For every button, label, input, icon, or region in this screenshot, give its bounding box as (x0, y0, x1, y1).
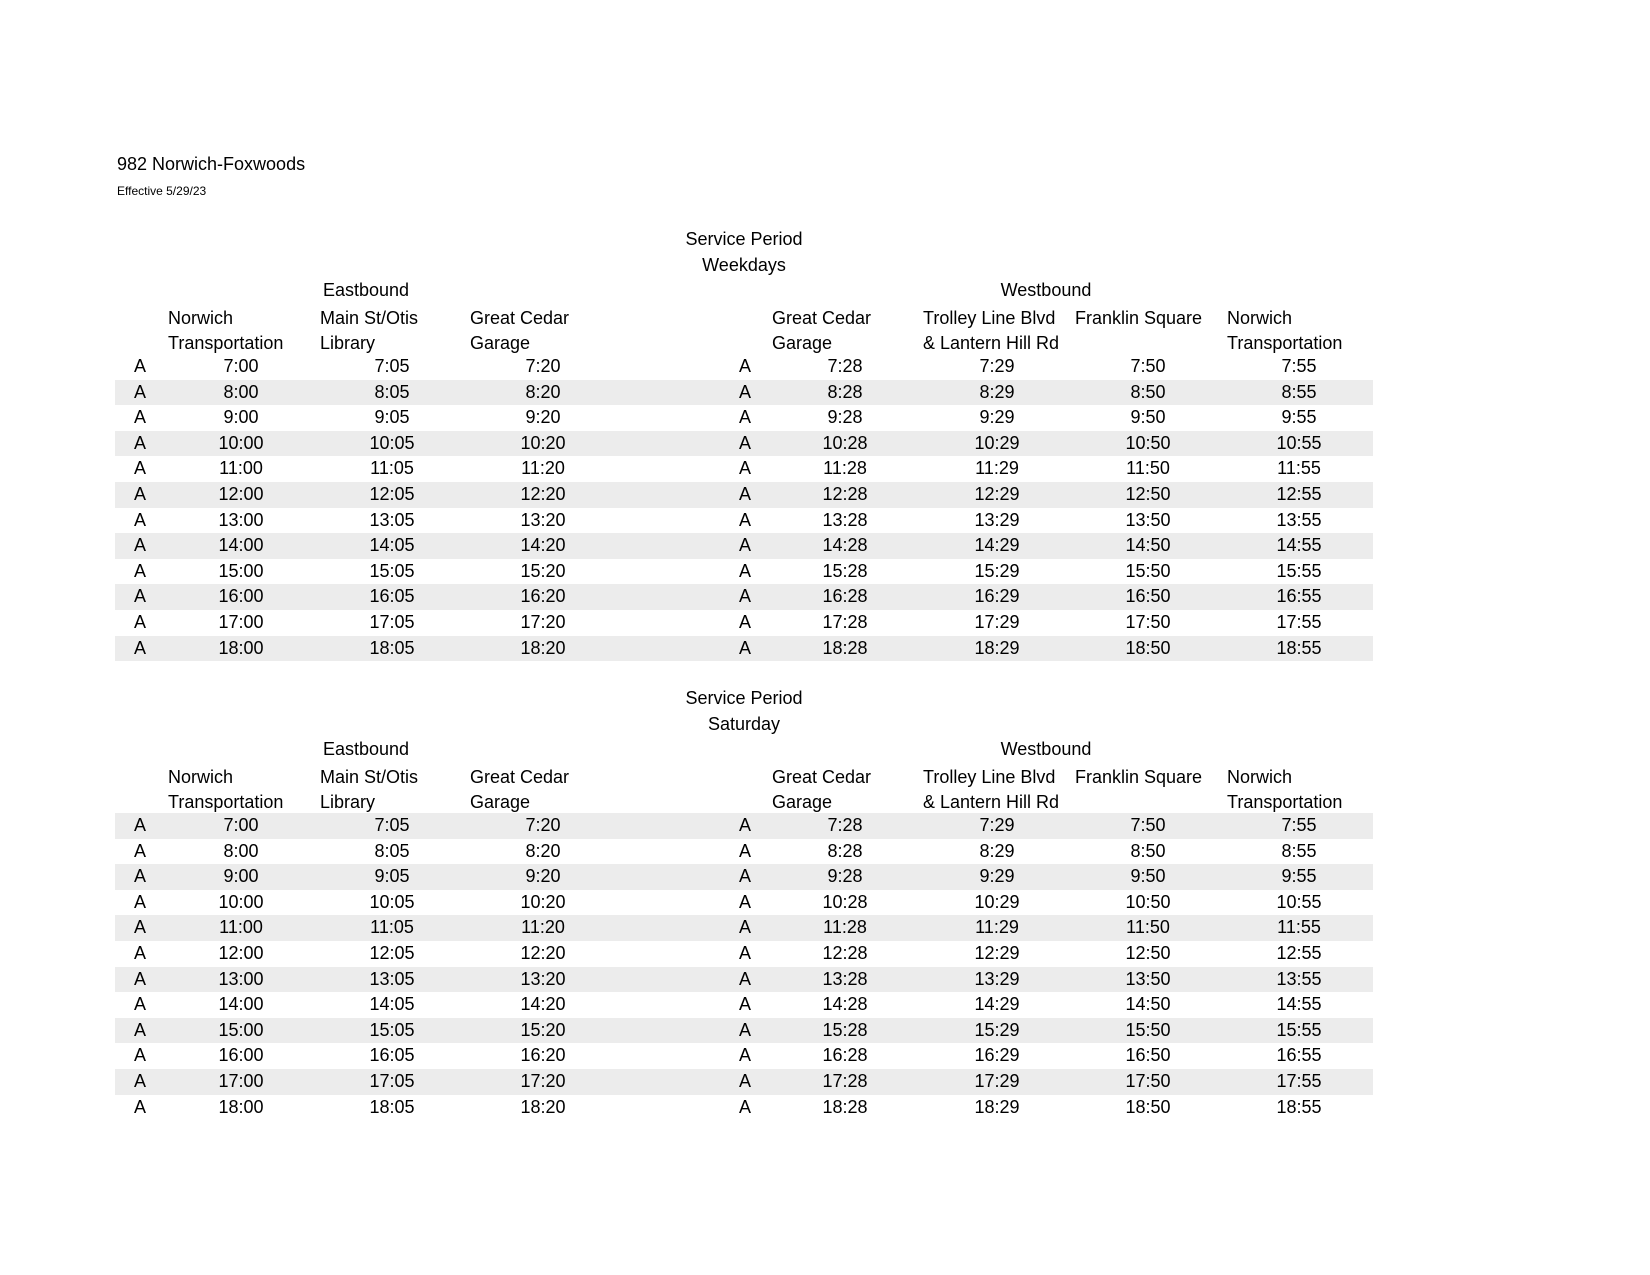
table-row (115, 482, 1373, 508)
eastbound-stop-header (168, 765, 283, 815)
table-row (115, 610, 1373, 636)
table-row (115, 456, 1373, 482)
time-cell: 7:29 (979, 356, 1015, 376)
time-cell: 15:28 (822, 560, 868, 581)
westbound-label: Westbound (1000, 280, 1092, 300)
table-row (115, 1095, 1373, 1121)
table-row (115, 533, 1373, 559)
header-line: Transportation (1227, 792, 1343, 812)
time-cell: 9:29 (979, 866, 1015, 887)
time-cell: 9:28 (827, 407, 863, 428)
header-line: Great Cedar (772, 767, 872, 787)
time-cell: 12:20 (520, 483, 566, 504)
time-cell: 16:05 (369, 586, 415, 607)
trip-code-cell: A (133, 586, 147, 607)
time-cell: 16:20 (520, 586, 566, 607)
trip-code-cell: A (133, 381, 147, 402)
time-cell: 11:29 (975, 458, 1019, 479)
time-cell: 11:55 (1277, 917, 1321, 938)
westbound-stop-header (772, 765, 871, 815)
table-row (115, 354, 1373, 380)
time-cell: 12:29 (974, 483, 1020, 504)
trip-code-cell: A (738, 942, 752, 963)
saturday-schedule (0, 688, 1650, 1128)
time-cell: 14:55 (1276, 994, 1322, 1015)
time-cell: 16:50 (1125, 586, 1171, 607)
time-cell: 8:00 (223, 840, 259, 861)
table-row (115, 941, 1373, 967)
trip-code-cell: A (738, 1070, 752, 1091)
time-cell: 11:05 (370, 917, 414, 938)
time-cell: 10:20 (520, 891, 566, 912)
time-cell: 7:05 (374, 815, 410, 835)
trip-code-cell: A (738, 535, 752, 556)
time-cell: 8:20 (525, 381, 561, 402)
time-cell: 13:50 (1125, 968, 1171, 989)
time-cell: 17:28 (822, 1070, 868, 1091)
time-cell: 12:55 (1276, 483, 1322, 504)
time-cell: 12:00 (218, 942, 264, 963)
weekday-schedule (0, 229, 1650, 669)
time-cell: 8:05 (374, 840, 410, 861)
trip-code-cell: A (738, 1096, 752, 1117)
time-cell: 12:00 (218, 483, 264, 504)
time-cell: 14:05 (369, 535, 415, 556)
time-cell: 9:00 (223, 407, 259, 428)
trip-code-cell: A (738, 509, 752, 530)
time-cell: 13:29 (974, 968, 1020, 989)
service-period-label: Service Period (685, 229, 803, 249)
time-cell: 15:50 (1125, 560, 1171, 581)
westbound-stop-header (1227, 765, 1342, 815)
trip-code-cell: A (133, 1045, 147, 1066)
time-cell: 14:20 (520, 535, 566, 556)
header-line: Great Cedar (470, 767, 570, 787)
trip-code-cell: A (738, 840, 752, 861)
time-cell: 13:28 (822, 968, 868, 989)
time-cell: 17:29 (974, 1070, 1020, 1091)
time-cell: 12:50 (1125, 483, 1171, 504)
time-cell: 17:20 (520, 611, 566, 632)
time-cell: 16:50 (1125, 1045, 1171, 1066)
time-cell: 11:55 (1277, 458, 1321, 479)
header-line: Library (320, 333, 376, 353)
header-line: Library (320, 792, 376, 812)
trip-code-cell: A (738, 968, 752, 989)
table-row (115, 813, 1373, 839)
time-cell: 8:00 (223, 381, 259, 402)
trip-code-cell: A (133, 1096, 147, 1117)
time-cell: 11:05 (370, 458, 414, 479)
time-cell: 14:28 (822, 994, 868, 1015)
time-cell: 11:00 (219, 458, 263, 479)
time-cell: 17:55 (1276, 1070, 1322, 1091)
time-cell: 18:20 (520, 637, 566, 658)
time-cell: 16:00 (218, 586, 264, 607)
time-cell: 10:28 (822, 432, 868, 453)
header-line: Norwich (168, 308, 234, 328)
time-cell: 10:29 (974, 432, 1020, 453)
time-cell: 13:00 (218, 509, 264, 530)
trip-code-cell: A (133, 917, 147, 938)
eastbound-label: Eastbound (322, 739, 410, 759)
time-cell: 8:29 (979, 840, 1015, 861)
westbound-stop-header (772, 306, 871, 356)
time-cell: 16:00 (218, 1045, 264, 1066)
trip-code-cell: A (738, 611, 752, 632)
time-cell: 16:05 (369, 1045, 415, 1066)
time-cell: 18:05 (369, 1096, 415, 1117)
time-cell: 12:28 (822, 942, 868, 963)
time-cell: 16:55 (1276, 1045, 1322, 1066)
time-cell: 18:28 (822, 1096, 868, 1117)
effective-date: Effective 5/29/23 (117, 184, 207, 198)
time-cell: 7:00 (223, 815, 259, 835)
time-cell: 15:00 (218, 560, 264, 581)
eastbound-stop-header (168, 306, 283, 356)
table-row (115, 915, 1373, 941)
header-line: Garage (772, 792, 833, 812)
time-cell: 9:50 (1130, 866, 1166, 887)
time-cell: 16:20 (520, 1045, 566, 1066)
table-row (115, 1018, 1373, 1044)
time-cell: 15:50 (1125, 1019, 1171, 1040)
time-cell: 13:00 (218, 968, 264, 989)
trip-code-cell: A (738, 381, 752, 402)
time-cell: 15:00 (218, 1019, 264, 1040)
time-cell: 10:55 (1276, 891, 1322, 912)
westbound-label: Westbound (1000, 739, 1092, 759)
time-cell: 12:29 (974, 942, 1020, 963)
trip-code-cell: A (738, 866, 752, 887)
time-cell: 15:20 (520, 1019, 566, 1040)
time-cell: 7:55 (1281, 815, 1317, 835)
trip-code-cell: A (133, 994, 147, 1015)
time-cell: 9:20 (525, 866, 561, 887)
trip-code-cell: A (738, 891, 752, 912)
time-cell: 15:28 (822, 1019, 868, 1040)
header-line: Franklin Square (1075, 767, 1203, 787)
time-cell: 13:29 (974, 509, 1020, 530)
eastbound-stop-header (470, 306, 569, 356)
westbound-stop-header (923, 765, 1059, 815)
time-cell: 11:50 (1126, 458, 1170, 479)
time-cell: 12:20 (520, 942, 566, 963)
time-cell: 10:00 (218, 432, 264, 453)
header-line: Main St/Otis (320, 308, 419, 328)
trip-code-cell: A (133, 637, 147, 658)
trip-code-cell: A (738, 994, 752, 1015)
time-cell: 18:05 (369, 637, 415, 658)
time-cell: 9:00 (223, 866, 259, 887)
time-cell: 7:28 (827, 356, 863, 376)
eastbound-label: Eastbound (322, 280, 410, 300)
time-cell: 15:29 (974, 1019, 1020, 1040)
time-cell: 10:20 (520, 432, 566, 453)
time-cell: 17:28 (822, 611, 868, 632)
time-cell: 13:50 (1125, 509, 1171, 530)
service-period-label: Service Period (685, 688, 803, 708)
trip-code-cell: A (133, 1019, 147, 1040)
schedule-rows (115, 813, 1373, 1120)
trip-code-cell: A (133, 942, 147, 963)
time-cell: 8:20 (525, 840, 561, 861)
time-cell: 11:29 (975, 917, 1019, 938)
eastbound-stop-header (320, 765, 418, 815)
trip-code-cell: A (133, 483, 147, 504)
header-line: Garage (772, 333, 833, 353)
time-cell: 14:50 (1125, 994, 1171, 1015)
time-cell: 15:05 (369, 560, 415, 581)
time-cell: 18:28 (822, 637, 868, 658)
time-cell: 9:28 (827, 866, 863, 887)
time-cell: 18:50 (1125, 637, 1171, 658)
header-line: Norwich (1227, 308, 1293, 328)
time-cell: 17:00 (218, 611, 264, 632)
time-cell: 17:05 (369, 1070, 415, 1091)
trip-code-cell: A (738, 586, 752, 607)
time-cell: 12:28 (822, 483, 868, 504)
time-cell: 15:20 (520, 560, 566, 581)
header-line: Garage (470, 333, 531, 353)
time-cell: 13:55 (1276, 968, 1322, 989)
trip-code-cell: A (738, 815, 752, 835)
header-line: Transportation (168, 333, 284, 353)
header-line: Great Cedar (470, 308, 570, 328)
schedule-rows (115, 354, 1373, 661)
trip-code-cell: A (738, 407, 752, 428)
time-cell: 13:28 (822, 509, 868, 530)
time-cell: 7:50 (1130, 356, 1166, 376)
trip-code-cell: A (133, 432, 147, 453)
time-cell: 14:55 (1276, 535, 1322, 556)
header-line: Norwich (1227, 767, 1293, 787)
header-line: Garage (470, 792, 531, 812)
time-cell: 14:28 (822, 535, 868, 556)
time-cell: 10:28 (822, 891, 868, 912)
trip-code-cell: A (738, 483, 752, 504)
time-cell: 14:05 (369, 994, 415, 1015)
header-line: Transportation (1227, 333, 1343, 353)
time-cell: 12:50 (1125, 942, 1171, 963)
time-cell: 16:55 (1276, 586, 1322, 607)
trip-code-cell: A (133, 356, 147, 376)
time-cell: 17:50 (1125, 611, 1171, 632)
time-cell: 12:05 (369, 942, 415, 963)
trip-code-cell: A (133, 611, 147, 632)
time-cell: 18:20 (520, 1096, 566, 1117)
time-cell: 11:28 (823, 917, 867, 938)
trip-code-cell: A (738, 637, 752, 658)
header-line: Trolley Line Blvd (923, 308, 1056, 328)
time-cell: 11:20 (521, 917, 565, 938)
time-cell: 7:50 (1130, 815, 1166, 835)
time-cell: 15:29 (974, 560, 1020, 581)
time-cell: 10:05 (369, 432, 415, 453)
eastbound-stop-header (320, 306, 418, 356)
table-row (115, 890, 1373, 916)
time-cell: 12:55 (1276, 942, 1322, 963)
time-cell: 16:28 (822, 1045, 868, 1066)
time-cell: 15:55 (1276, 560, 1322, 581)
time-cell: 12:05 (369, 483, 415, 504)
header-line: & Lantern Hill Rd (923, 333, 1060, 353)
header-line: & Lantern Hill Rd (923, 792, 1060, 812)
time-cell: 9:05 (374, 866, 410, 887)
time-cell: 7:55 (1281, 356, 1317, 376)
trip-code-cell: A (738, 917, 752, 938)
time-cell: 7:20 (525, 356, 561, 376)
table-row (115, 967, 1373, 993)
table-row (115, 992, 1373, 1018)
table-row (115, 864, 1373, 890)
time-cell: 9:55 (1281, 866, 1317, 887)
time-cell: 8:50 (1130, 840, 1166, 861)
table-row (115, 1069, 1373, 1095)
trip-code-cell: A (738, 356, 752, 376)
time-cell: 18:29 (974, 1096, 1020, 1117)
time-cell: 9:05 (374, 407, 410, 428)
route-title: 982 Norwich-Foxwoods (117, 154, 306, 174)
westbound-stop-header (1227, 306, 1342, 356)
header-line: Main St/Otis (320, 767, 419, 787)
time-cell: 15:05 (369, 1019, 415, 1040)
trip-code-cell: A (133, 1070, 147, 1091)
service-day-label: Saturday (707, 714, 781, 734)
time-cell: 10:50 (1125, 891, 1171, 912)
table-row (115, 380, 1373, 406)
trip-code-cell: A (738, 432, 752, 453)
time-cell: 18:55 (1276, 1096, 1322, 1117)
time-cell: 8:55 (1281, 840, 1317, 861)
trip-code-cell: A (738, 1045, 752, 1066)
time-cell: 9:29 (979, 407, 1015, 428)
time-cell: 17:05 (369, 611, 415, 632)
time-cell: 14:00 (218, 535, 264, 556)
time-cell: 13:20 (520, 968, 566, 989)
trip-code-cell: A (133, 535, 147, 556)
trip-code-cell: A (133, 407, 147, 428)
time-cell: 17:55 (1276, 611, 1322, 632)
trip-code-cell: A (133, 815, 147, 835)
time-cell: 16:29 (974, 1045, 1020, 1066)
header-line: Great Cedar (772, 308, 872, 328)
header-line (1075, 331, 1202, 356)
time-cell: 18:29 (974, 637, 1020, 658)
trip-code-cell: A (133, 458, 147, 479)
time-cell: 13:55 (1276, 509, 1322, 530)
time-cell: 10:05 (369, 891, 415, 912)
time-cell: 14:20 (520, 994, 566, 1015)
header-line (1075, 790, 1202, 815)
time-cell: 17:29 (974, 611, 1020, 632)
table-row (115, 405, 1373, 431)
time-cell: 18:50 (1125, 1096, 1171, 1117)
time-cell: 8:50 (1130, 381, 1166, 402)
westbound-stop-header (1075, 765, 1202, 815)
westbound-stop-header (1075, 306, 1202, 356)
time-cell: 10:00 (218, 891, 264, 912)
time-cell: 11:00 (219, 917, 263, 938)
time-cell: 10:50 (1125, 432, 1171, 453)
time-cell: 14:29 (974, 535, 1020, 556)
time-cell: 10:29 (974, 891, 1020, 912)
time-cell: 7:29 (979, 815, 1015, 835)
table-row (115, 559, 1373, 585)
time-cell: 8:28 (827, 840, 863, 861)
trip-code-cell: A (738, 458, 752, 479)
service-day-label: Weekdays (702, 255, 786, 275)
time-cell: 14:29 (974, 994, 1020, 1015)
time-cell: 15:55 (1276, 1019, 1322, 1040)
time-cell: 9:55 (1281, 407, 1317, 428)
time-cell: 13:20 (520, 509, 566, 530)
trip-code-cell: A (133, 840, 147, 861)
header-line: Trolley Line Blvd (923, 767, 1056, 787)
trip-code-cell: A (738, 1019, 752, 1040)
time-cell: 17:20 (520, 1070, 566, 1091)
header-line: Transportation (168, 792, 284, 812)
time-cell: 11:50 (1126, 917, 1170, 938)
table-row (115, 839, 1373, 865)
table-row (115, 508, 1373, 534)
time-cell: 13:05 (369, 509, 415, 530)
time-cell: 10:55 (1276, 432, 1322, 453)
time-cell: 17:50 (1125, 1070, 1171, 1091)
time-cell: 16:28 (822, 586, 868, 607)
time-cell: 8:55 (1281, 381, 1317, 402)
trip-code-cell: A (738, 560, 752, 581)
time-cell: 18:55 (1276, 637, 1322, 658)
header-line: Norwich (168, 767, 234, 787)
time-cell: 9:20 (525, 407, 561, 428)
time-cell: 7:00 (223, 356, 259, 376)
trip-code-cell: A (133, 866, 147, 887)
time-cell: 14:00 (218, 994, 264, 1015)
time-cell: 13:05 (369, 968, 415, 989)
trip-code-cell: A (133, 968, 147, 989)
table-row (115, 584, 1373, 610)
table-row (115, 431, 1373, 457)
time-cell: 18:00 (218, 637, 264, 658)
table-row (115, 636, 1373, 662)
time-cell: 16:29 (974, 586, 1020, 607)
time-cell: 8:28 (827, 381, 863, 402)
trip-code-cell: A (133, 560, 147, 581)
time-cell: 7:05 (374, 356, 410, 376)
eastbound-stop-header (470, 765, 569, 815)
time-cell: 8:05 (374, 381, 410, 402)
time-cell: 14:50 (1125, 535, 1171, 556)
time-cell: 18:00 (218, 1096, 264, 1117)
trip-code-cell: A (133, 509, 147, 530)
time-cell: 11:28 (823, 458, 867, 479)
table-row (115, 1043, 1373, 1069)
trip-code-cell: A (133, 891, 147, 912)
time-cell: 7:20 (525, 815, 561, 835)
header-line: Franklin Square (1075, 308, 1203, 328)
westbound-stop-header (923, 306, 1059, 356)
time-cell: 11:20 (521, 458, 565, 479)
time-cell: 8:29 (979, 381, 1015, 402)
time-cell: 7:28 (827, 815, 863, 835)
time-cell: 17:00 (218, 1070, 264, 1091)
time-cell: 9:50 (1130, 407, 1166, 428)
